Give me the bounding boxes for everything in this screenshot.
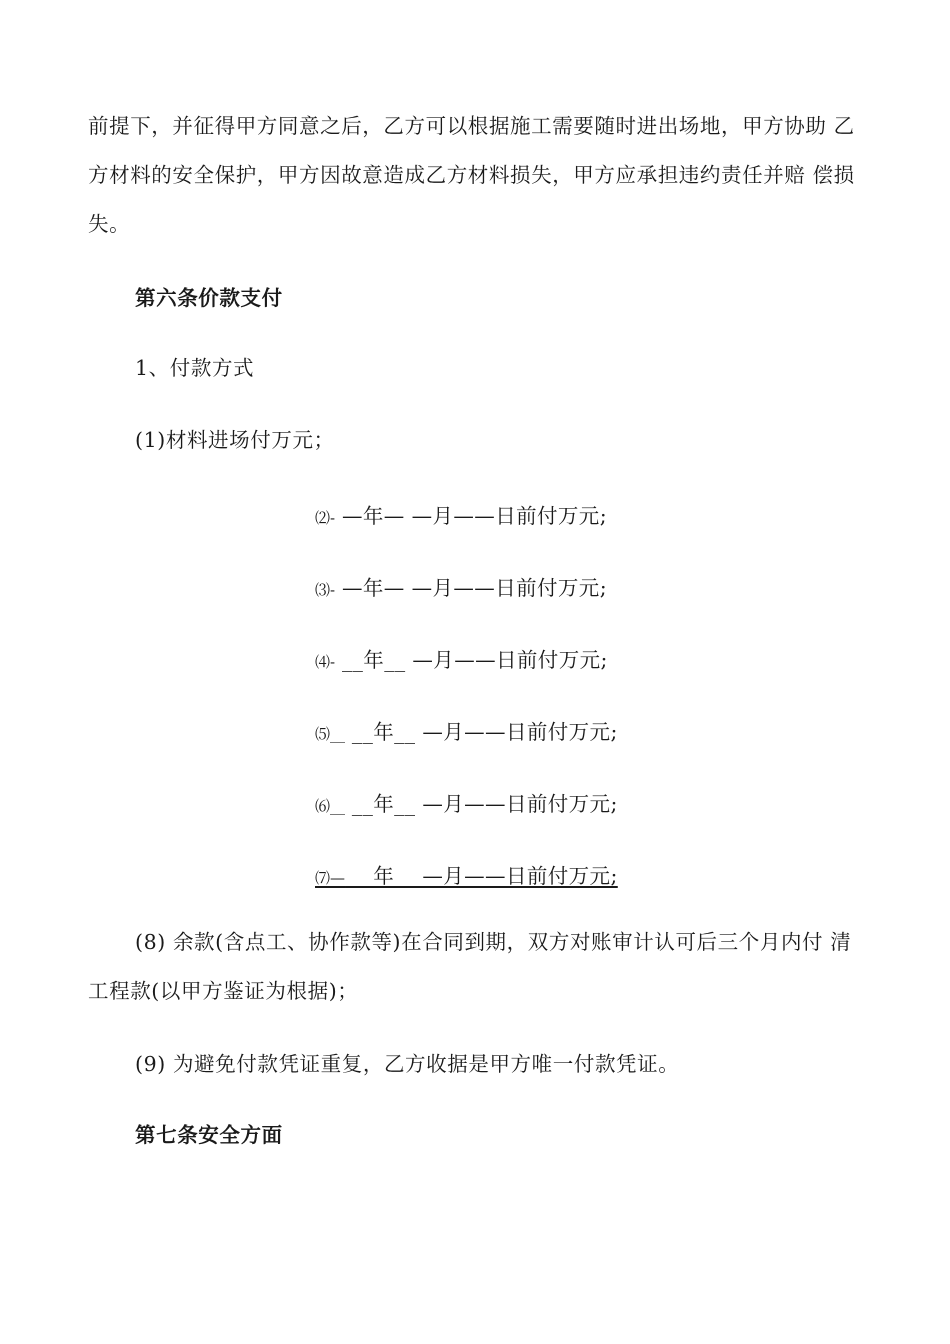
schedule-item-text: __年__ —月——日前付万元; [345,792,618,816]
clause-1: (1)材料进场付万元； [135,428,335,452]
schedule-item-number: ⑵- [315,509,336,527]
schedule-item-text: __年__ —月——日前付万元; [345,720,618,744]
schedule-item-2 [315,502,607,532]
schedule-item-number: ⑺— [315,869,346,887]
schedule-item-number: ⑸__ [315,725,346,743]
schedule-item-text: __年__ —月——日前付万元; [335,648,608,672]
schedule-item-text: __年__ —月——日前付万元; [345,864,618,888]
article-7-heading: 第七条安全方面 [135,1123,283,1147]
clause-8-line-1: (8) 余款(含点工、协作款等)在合同到期，双方对账审计认可后三个月内付 清 [135,930,852,954]
payment-method-heading: 1、付款方式 [135,356,255,380]
schedule-item-text: —年— —月——日前付万元; [335,504,608,528]
intro-paragraph-line-2: 方材料的安全保护，甲方因故意造成乙方材料损失，甲方应承担违约责任并赔 偿损 [88,163,855,187]
schedule-item-3 [315,574,607,604]
schedule-item-number: ⑹__ [315,797,346,815]
clause-9: (9) 为避免付款凭证重复，乙方收据是甲方唯一付款凭证。 [135,1052,680,1076]
schedule-item-text: —年— —月——日前付万元; [335,576,608,600]
schedule-item-4 [315,646,608,676]
schedule-item-6 [315,790,618,820]
clause-8-line-2: 工程款(以甲方鉴证为根据)； [88,979,359,1003]
article-6-heading: 第六条价款支付 [135,286,283,310]
schedule-item-number: ⑷- [315,653,336,671]
intro-paragraph-line-3: 失。 [88,212,131,236]
schedule-item-5 [315,718,618,748]
schedule-item-7 [315,862,618,892]
intro-paragraph-line-1: 前提下，并征得甲方同意之后，乙方可以根据施工需要随时进出场地，甲方协助 乙 [88,114,855,138]
schedule-item-number: ⑶- [315,581,336,599]
